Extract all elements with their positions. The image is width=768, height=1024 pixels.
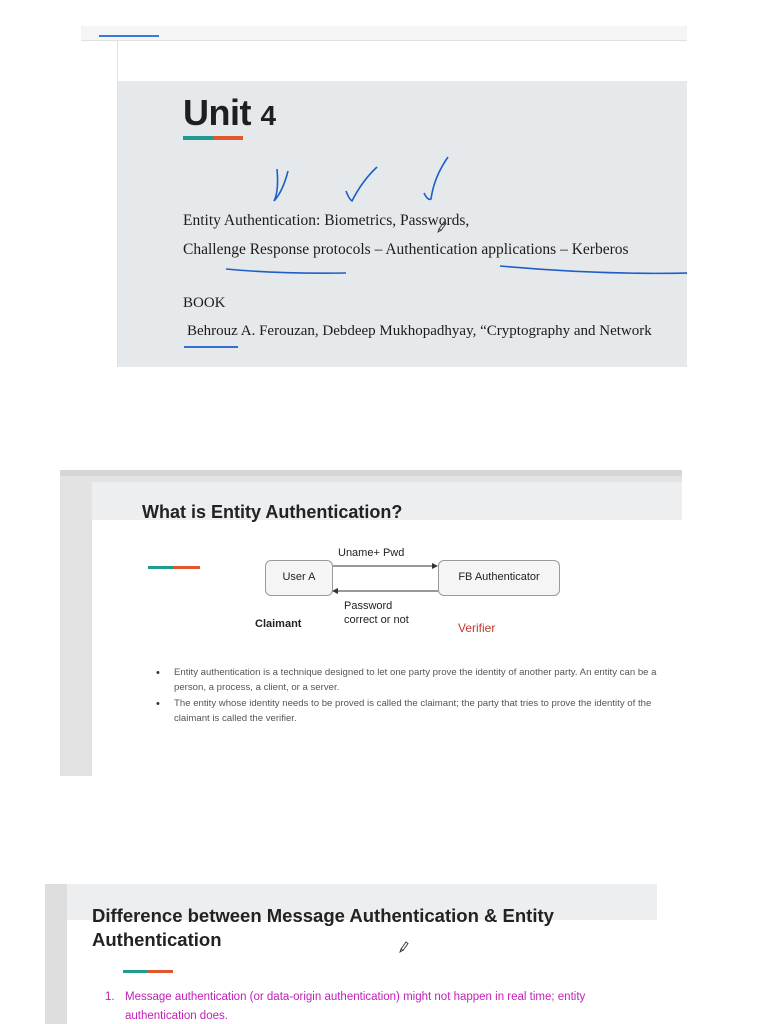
pen-annotations: [118, 81, 687, 367]
check-mark-3: [424, 157, 448, 199]
accent-bar-teal: [123, 970, 148, 973]
user-a-box: User A: [265, 560, 333, 596]
active-tool-indicator: [99, 35, 159, 37]
slide-title: What is Entity Authentication?: [142, 502, 403, 522]
response-label-1: Password: [344, 600, 393, 612]
list-item: • The entity whose identity needs to be proved is called the claimant; the party that tries to prove the identity of the claimant is called the verifier.: [154, 697, 674, 726]
slide-top-bar: [60, 470, 682, 476]
underline-challenge-response: [226, 269, 346, 273]
pen-cursor-icon: [438, 222, 446, 232]
list-item: • Entity authentication is a technique designed to let one party prove the identity of another party. An entity can be a person, a process, a client, or a server.: [154, 666, 674, 695]
list-item: [105, 988, 645, 1024]
unit-number: 4: [260, 100, 276, 131]
book-reference: Behrouz A. Ferouzan, Debdeep Mukhopadhyay, “Cryptography and Network: [187, 323, 652, 339]
syllabus-line-2: Challenge Response protocols – Authentication applications – Kerberos: [183, 241, 629, 258]
verifier-label: Verifier: [458, 621, 496, 635]
slide-page: [117, 41, 687, 367]
underline-kerberos: [500, 266, 687, 273]
accent-bar-orange: [148, 970, 173, 973]
slide-message-vs-entity: [45, 884, 657, 1024]
definition-list: [154, 666, 674, 728]
check-mark-2: [346, 167, 377, 201]
unit-title-text: Unit: [183, 92, 251, 133]
slide-entity-authentication: [60, 470, 682, 776]
request-label: Uname+ Pwd: [338, 547, 405, 559]
check-mark-1: [274, 169, 288, 201]
list-item-text: Message authentication (or data-origin authentication) might not happen in real time; entity authentication does.: [125, 991, 586, 1022]
fb-authenticator-box: FB Authenticator: [438, 560, 560, 596]
viewer-toolbar: [81, 26, 687, 41]
list-item-number: 1.: [105, 991, 115, 1003]
slide-page: [92, 482, 682, 776]
response-label-2: correct or not: [344, 614, 409, 626]
book-label: BOOK: [183, 295, 226, 311]
slide-content: [118, 81, 687, 367]
slide-unit-4: [81, 26, 687, 367]
pen-cursor-icon: [400, 942, 408, 952]
slide-title: Difference between Message Authentication & Entity Authentication: [92, 905, 554, 950]
claimant-label: Claimant: [255, 618, 302, 630]
syllabus-line-1: Entity Authentication: Biometrics, Passwords,: [183, 212, 470, 229]
slide-page: [67, 884, 657, 1024]
request-arrowhead: [432, 563, 438, 569]
response-arrowhead: [332, 588, 338, 594]
